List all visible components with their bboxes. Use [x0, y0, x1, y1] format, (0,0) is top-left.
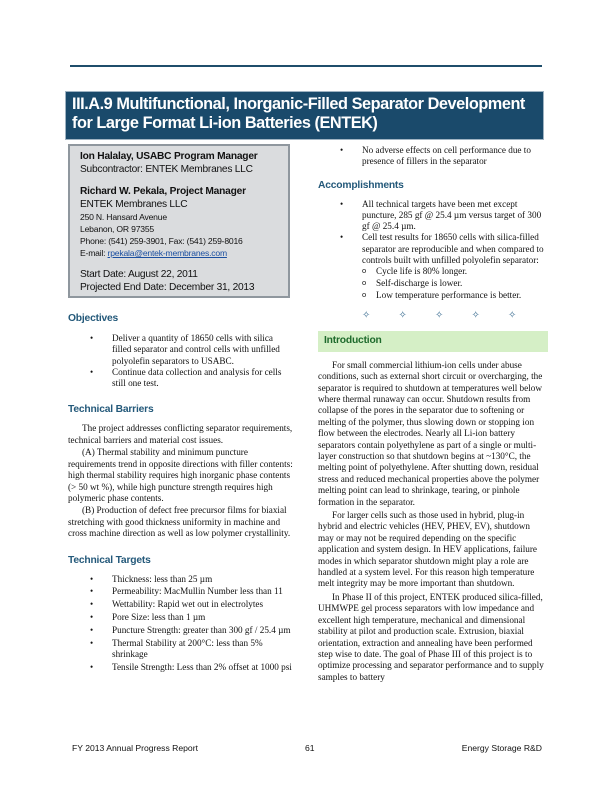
project-manager-name: Richard W. Pekala, Project Manager [80, 186, 246, 197]
right-column [318, 145, 548, 683]
left-column [68, 144, 293, 673]
end-date: Projected End Date: December 31, 2013 [80, 282, 255, 293]
diamond-icon: ✧ [508, 309, 517, 321]
section-divider [318, 310, 548, 321]
paragraph: (A) Thermal stability and minimum puncture requirements trend in opposite directions with filler contents: high thermal stability requires high inorganic phase contents (> 50 wt %), while high puncture strength requires high polymeric phase contents. [68, 447, 293, 503]
accomplishments-heading: Accomplishments [318, 179, 404, 191]
list-item: • Wettability: Rapid wet out in electrolytes [68, 599, 293, 610]
organization: ENTEK Membranes LLC [80, 199, 188, 210]
diamond-icon: ✧ [362, 309, 371, 321]
footer-report-title: FY 2013 Annual Progress Report [72, 743, 198, 753]
email-link[interactable]: rpekala@entek-membranes.com [107, 248, 227, 258]
paragraph: For small commercial lithium-ion cells under abuse conditions, such as external short circuit or overcharging, the separator is required to shutdown at temperatures well below where thermal runaway can occur. Shutdown results from collapse of the pores in the separator due to softening or melting of the polymer, thus slowing down or stopping ion flow between the electrodes. Nearly all Li-ion battery separators contain polyethylene as part of a single or multi-layer construction so that shutdown begins at ~130°C, the melting point of polyethylene. After shutting down, residual stress and reduced mechanical properties above the polymer melting point can lead to shrinkage, tearing, or pinhole formation in the separator. [318, 359, 543, 507]
list-item: • Puncture Strength: greater than 300 gf / 25.4 µm [68, 625, 293, 636]
list-item: • All technical targets have been met except puncture, 285 gf @ 25.4 µm versus target of 300 gf @ 25.4 µm. [318, 199, 548, 233]
program-manager-name: Ion Halalay, USABC Program Manager [80, 151, 258, 162]
title-bar [65, 91, 544, 140]
list-item: • Tensile Strength: Less than 2% offset at 1000 psi [68, 662, 293, 673]
targets-heading: Technical Targets [68, 554, 151, 566]
introduction-heading: Introduction [324, 334, 382, 346]
paragraph: (B) Production of defect free precursor films for biaxial stretching with good thickness uniformity in machine and cross machine direction as well as low polymer crystallinity. [68, 505, 291, 539]
header-rule [70, 65, 542, 67]
start-date: Start Date: August 22, 2011 [80, 269, 198, 280]
list-item: • No adverse effects on cell performance due to presence of fillers in the separator [318, 145, 548, 168]
accomplishments-list [318, 199, 548, 302]
list-item-text: Cell test results for 18650 cells with silica-filled separator are reproducible and when compared to controls built with unfilled polyolefin separator: [362, 232, 544, 266]
targets-list-continued [318, 145, 548, 168]
introduction-body [318, 360, 548, 683]
sub-list-item: o Self-discharge is lower. [362, 278, 548, 290]
paragraph: In Phase II of this project, ENTEK produced silica-filled, UHMWPE gel process separators with low impedance and excellent high temperature, mechanical and dimensional stability at pilot and production scale. Extrusion, biaxial orientation, extraction and annealing have been performed step wise to date. The goal of Phase III of this project is to optimize processing and separator performance and to supply samples to battery [318, 591, 544, 682]
email-label: E-mail: [80, 248, 108, 258]
contact-info-box [68, 144, 290, 298]
objectives-heading: Objectives [68, 313, 119, 324]
paragraph: For larger cells such as those used in hybrid, plug-in hybrid and electric vehicles (HEV, PHEV, EV), shutdown may or may not be required depending on the specific application and system design. In HEV applications, failure modes in which separator shutdown might play a role are handled at a system level. For this reason high temperature melt integrity may be more important than shutdown. [318, 510, 538, 589]
paragraph: The project addresses conflicting separator requirements, technical barriers and material cost issues. [68, 423, 293, 445]
page-number: 61 [305, 743, 315, 753]
sub-list-item: o Cycle life is 80% longer. [362, 266, 548, 278]
phone-fax: Phone: (541) 259-3901, Fax: (541) 259-8016 [80, 236, 243, 246]
subcontractor: Subcontractor: ENTEK Membranes LLC [80, 164, 253, 175]
list-item: • Deliver a quantity of 18650 cells with silica filled separator and control cells with unfilled polyolefin separators to USABC. [68, 333, 293, 367]
barriers-heading: Technical Barriers [68, 404, 154, 416]
list-item: • Pore Size: less than 1 µm [68, 612, 293, 623]
address-line-1: 250 N. Hansard Avenue [80, 212, 167, 222]
sub-list [362, 266, 548, 301]
list-item: • Thermal Stability at 200°C: less than 5% shrinkage [68, 638, 293, 661]
page-title: III.A.9 Multifunctional, Inorganic-Filled Separator Development for Large Format Li-ion Batteries (ENTEK) [72, 95, 525, 132]
list-item: • Continue data collection and analysis for cells still one test. [68, 367, 293, 390]
sub-list-item: o Low temperature performance is better. [362, 290, 548, 302]
diamond-icon: ✧ [398, 309, 407, 321]
targets-list [68, 574, 293, 673]
address-line-2: Lebanon, OR 97355 [80, 224, 155, 234]
diamond-icon: ✧ [435, 309, 444, 321]
email-line [80, 247, 283, 259]
footer-section: Energy Storage R&D [461, 743, 542, 753]
barriers-body [68, 423, 293, 539]
list-item: • Thickness: less than 25 µm [68, 574, 293, 585]
list-item [318, 232, 548, 301]
introduction-bar [318, 331, 548, 352]
list-item: • Permeability: MacMullin Number less than 11 [68, 586, 293, 597]
objectives-list [68, 333, 293, 389]
diamond-icon: ✧ [471, 309, 480, 321]
